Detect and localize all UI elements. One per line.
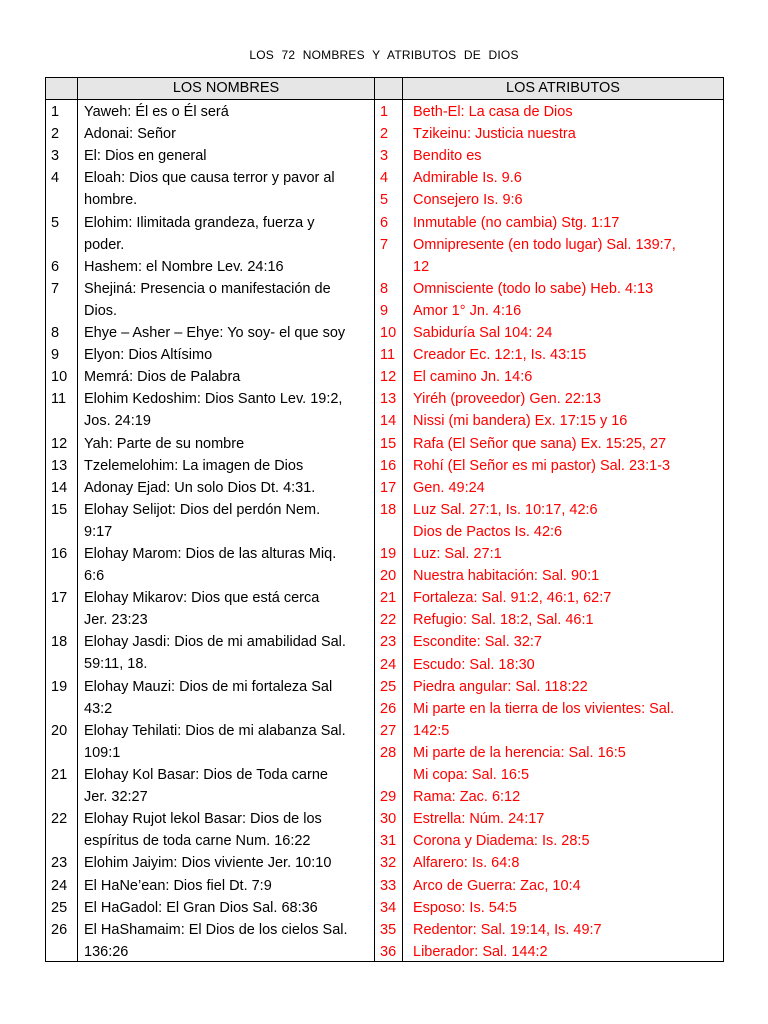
attribute-number: 5 <box>380 192 389 209</box>
attribute-text: Mi parte en la tierra de los vivientes: Sal. <box>413 700 675 717</box>
name-number: 15 <box>51 501 68 518</box>
attribute-number: 8 <box>380 280 389 297</box>
name-text: Elohay Kol Basar: Dios de Toda carne <box>84 767 328 783</box>
name-text: El HaGadol: El Gran Dios Sal. 68:36 <box>84 899 318 916</box>
name-number: 25 <box>51 899 68 916</box>
attribute-number: 24 <box>380 656 397 673</box>
attribute-text: Yiréh (proveedor) Gen. 22:13 <box>413 391 602 408</box>
name-text: 9:17 <box>84 523 113 540</box>
attribute-text: Gen. 49:24 <box>413 479 485 496</box>
name-number: 9 <box>51 347 60 364</box>
name-text: Ehye – Asher – Ehye: Yo soy- el que soy <box>84 325 346 341</box>
names-attributes-table <box>45 77 724 962</box>
attribute-text: Tzikeinu: Justicia nuestra <box>413 126 576 143</box>
name-number: 10 <box>51 369 68 386</box>
name-number: 26 <box>51 921 68 938</box>
name-text: Adonai: Señor <box>84 126 176 143</box>
name-text: Yah: Parte de su nombre <box>84 435 245 452</box>
document-title: LOS 72 NOMBRES Y ATRIBUTOS DE DIOS <box>249 48 519 62</box>
attribute-text: Escudo: Sal. 18:30 <box>413 656 535 673</box>
name-text: El HaNe’ean: Dios fiel Dt. 7:9 <box>84 877 272 894</box>
name-number: 17 <box>51 590 68 607</box>
attribute-text: Esposo: Is. 54:5 <box>413 899 517 916</box>
name-number: 5 <box>51 214 60 231</box>
name-text: Elohay Selijot: Dios del perdón Nem. <box>84 501 321 518</box>
header-divider <box>46 99 723 100</box>
attribute-number: 34 <box>380 899 397 916</box>
name-text: Elohim Jaiyim: Dios viviente Jer. 10:10 <box>84 855 332 872</box>
attribute-number: 19 <box>380 546 397 562</box>
attribute-text: Mi parte de la herencia: Sal. 16:5 <box>413 744 626 761</box>
header-blank-cell <box>46 78 77 99</box>
name-text: Elohim: Ilimitada grandeza, fuerza y <box>84 214 315 231</box>
name-text: Elohay Tehilati: Dios de mi alabanza Sal. <box>84 722 346 739</box>
name-text: 59:11, 18. <box>84 656 148 673</box>
name-number: 22 <box>51 811 68 828</box>
attribute-text: Inmutable (no cambia) Stg. 1:17 <box>413 214 620 231</box>
column-divider <box>374 78 375 961</box>
name-number: 16 <box>51 546 68 562</box>
attribute-text: Refugio: Sal. 18:2, Sal. 46:1 <box>413 612 594 629</box>
name-number: 14 <box>51 479 68 496</box>
attribute-text: Fortaleza: Sal. 91:2, 46:1, 62:7 <box>413 590 612 607</box>
attribute-text: Dios de Pactos Is. 42:6 <box>413 523 563 540</box>
header-attributes: LOS ATRIBUTOS <box>506 80 620 96</box>
attribute-text: Omnipresente (en todo lugar) Sal. 139:7, <box>413 236 676 253</box>
name-number: 3 <box>51 148 60 165</box>
attribute-text: Luz: Sal. 27:1 <box>413 546 502 562</box>
attribute-text: El camino Jn. 14:6 <box>413 369 533 386</box>
name-text: Elohay Marom: Dios de las alturas Miq. <box>84 546 337 562</box>
name-text: Hashem: el Nombre Lev. 24:16 <box>84 258 284 275</box>
attribute-number: 3 <box>380 148 389 165</box>
attribute-text: Corona y Diadema: Is. 28:5 <box>413 833 590 850</box>
attribute-text: Admirable Is. 9.6 <box>413 170 522 187</box>
attribute-number: 11 <box>380 347 396 364</box>
attribute-number: 25 <box>380 678 397 695</box>
attribute-number: 23 <box>380 634 397 651</box>
attribute-number: 33 <box>380 877 397 894</box>
attribute-text: Amor 1° Jn. 4:16 <box>413 302 522 319</box>
name-text: El HaShamaim: El Dios de los cielos Sal. <box>84 921 348 938</box>
attribute-text: Arco de Guerra: Zac, 10:4 <box>413 877 581 894</box>
name-text: Elohim Kedoshim: Dios Santo Lev. 19:2, <box>84 391 343 408</box>
attribute-number: 12 <box>380 369 397 386</box>
name-number: 6 <box>51 258 60 275</box>
name-number: 24 <box>51 877 68 894</box>
attribute-text: Escondite: Sal. 32:7 <box>413 634 542 651</box>
attribute-number: 9 <box>380 302 389 319</box>
name-text: 109:1 <box>84 744 121 761</box>
name-number: 7 <box>51 280 60 297</box>
header-blank-cell-2 <box>375 78 402 99</box>
attribute-number: 30 <box>380 811 397 828</box>
attribute-number: 31 <box>380 833 397 850</box>
attribute-number: 21 <box>380 590 397 607</box>
attribute-text: 142:5 <box>413 722 450 739</box>
name-number: 8 <box>51 325 60 341</box>
attribute-number: 14 <box>380 413 397 430</box>
attribute-text: Estrella: Núm. 24:17 <box>413 811 545 828</box>
attribute-text: Liberador: Sal. 144:2 <box>413 943 548 960</box>
attribute-number: 4 <box>380 170 389 187</box>
name-text: Elohay Mauzi: Dios de mi fortaleza Sal <box>84 678 333 695</box>
name-number: 12 <box>51 435 68 452</box>
attribute-number: 35 <box>380 921 397 938</box>
name-text: Jer. 23:23 <box>84 612 148 629</box>
attribute-text: Rama: Zac. 6:12 <box>413 789 521 806</box>
attribute-number: 10 <box>380 325 397 341</box>
name-text: poder. <box>84 236 125 253</box>
name-text: 6:6 <box>84 568 105 585</box>
name-text: 43:2 <box>84 700 113 717</box>
name-text: Adonay Ejad: Un solo Dios Dt. 4:31. <box>84 479 316 496</box>
attribute-text: Piedra angular: Sal. 118:22 <box>413 678 588 695</box>
attribute-number: 28 <box>380 744 397 761</box>
attribute-number: 20 <box>380 568 397 585</box>
attribute-number: 36 <box>380 943 397 960</box>
name-text: Jos. 24:19 <box>84 413 151 430</box>
attribute-number: 15 <box>380 435 397 452</box>
attribute-number: 27 <box>380 722 397 739</box>
attribute-text: Rohí (El Señor es mi pastor) Sal. 23:1-3 <box>413 457 671 474</box>
name-text: Tzelemelohim: La imagen de Dios <box>84 457 304 474</box>
attribute-text: Rafa (El Señor que sana) Ex. 15:25, 27 <box>413 435 667 452</box>
name-text: Eloah: Dios que causa terror y pavor al <box>84 170 335 187</box>
name-number: 19 <box>51 678 68 695</box>
name-text: Yaweh: Él es o Él será <box>84 104 229 120</box>
name-text: Elohay Jasdi: Dios de mi amabilidad Sal. <box>84 634 346 651</box>
name-number: 13 <box>51 457 68 474</box>
attribute-number: 32 <box>380 855 397 872</box>
attribute-number: 18 <box>380 501 397 518</box>
attribute-number: 6 <box>380 214 389 231</box>
header-names: LOS NOMBRES <box>172 80 280 96</box>
name-number: 11 <box>51 391 67 408</box>
attribute-text: Mi copa: Sal. 16:5 <box>413 767 530 783</box>
column-divider <box>402 78 403 961</box>
name-number: 20 <box>51 722 68 739</box>
name-text: hombre. <box>84 192 138 209</box>
name-text: espíritus de toda carne Num. 16:22 <box>84 833 311 850</box>
name-number: 18 <box>51 634 68 651</box>
attribute-text: Consejero Is. 9:6 <box>413 192 523 209</box>
name-number: 4 <box>51 170 60 187</box>
name-text: Shejiná: Presencia o manifestación de <box>84 280 331 297</box>
name-text: El: Dios en general <box>84 148 207 165</box>
name-number: 2 <box>51 126 60 143</box>
name-text: Elohay Rujot lekol Basar: Dios de los <box>84 811 322 828</box>
attribute-text: Nuestra habitación: Sal. 90:1 <box>413 568 600 585</box>
attribute-text: Omnisciente (todo lo sabe) Heb. 4:13 <box>413 280 654 297</box>
attribute-text: Luz Sal. 27:1, Is. 10:17, 42:6 <box>413 501 598 518</box>
name-number: 21 <box>51 767 68 783</box>
name-text: Memrá: Dios de Palabra <box>84 369 241 386</box>
attribute-number: 13 <box>380 391 397 408</box>
name-text: Jer. 32:27 <box>84 789 148 806</box>
name-text: Elohay Mikarov: Dios que está cerca <box>84 590 320 607</box>
name-text: 136:26 <box>84 943 129 960</box>
attribute-number: 26 <box>380 700 397 717</box>
attribute-text: Beth-El: La casa de Dios <box>413 104 573 120</box>
attribute-number: 1 <box>380 104 389 120</box>
attribute-number: 17 <box>380 479 397 496</box>
attribute-text: Nissi (mi bandera) Ex. 17:15 y 16 <box>413 413 628 430</box>
name-number: 23 <box>51 855 68 872</box>
attribute-text: Redentor: Sal. 19:14, Is. 49:7 <box>413 921 602 938</box>
name-text: Elyon: Dios Altísimo <box>84 347 213 364</box>
name-text: Dios. <box>84 302 118 319</box>
attribute-text: Sabiduría Sal 104: 24 <box>413 325 553 341</box>
attribute-number: 2 <box>380 126 389 143</box>
attribute-number: 29 <box>380 789 397 806</box>
attribute-text: 12 <box>413 258 430 275</box>
name-number: 1 <box>51 104 60 120</box>
attribute-number: 22 <box>380 612 397 629</box>
attribute-text: Creador Ec. 12:1, Is. 43:15 <box>413 347 587 364</box>
attribute-text: Alfarero: Is. 64:8 <box>413 855 520 872</box>
column-divider <box>77 78 78 961</box>
attribute-number: 16 <box>380 457 397 474</box>
attribute-text: Bendito es <box>413 148 482 165</box>
attribute-number: 7 <box>380 236 389 253</box>
